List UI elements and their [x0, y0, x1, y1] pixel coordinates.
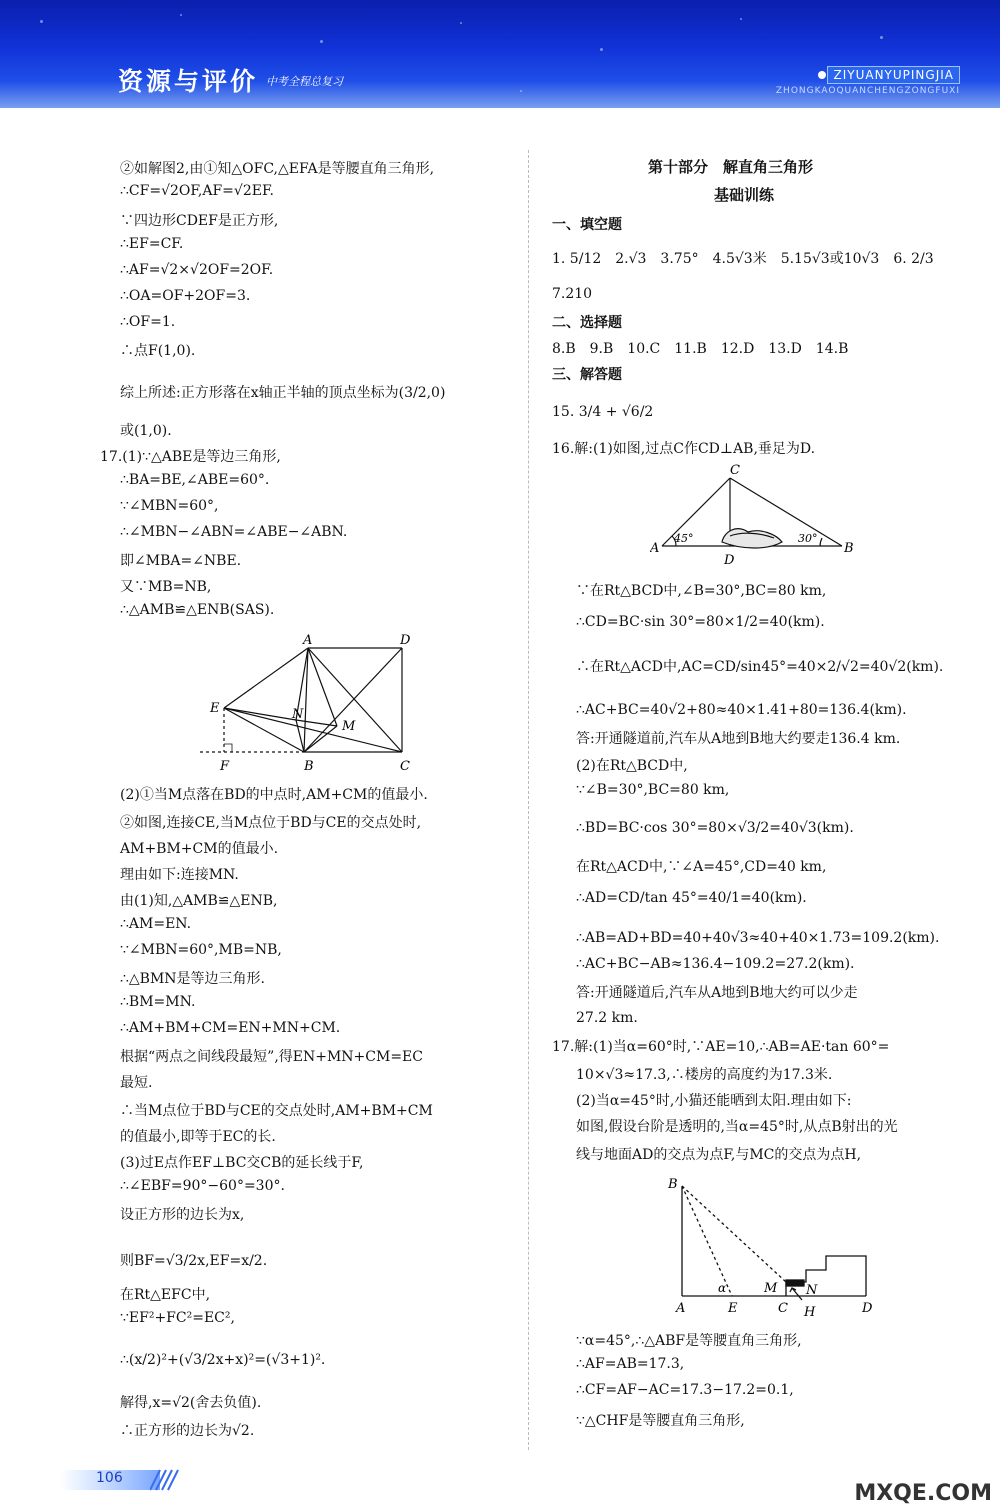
left-line: ∴点F(1,0).	[120, 343, 196, 359]
right-line: ∴AC+BC−AB≈136.4−109.2=27.2(km).	[576, 956, 855, 972]
right-line: ∵α=45°,∴△ABF是等腰直角三角形,	[576, 1333, 802, 1349]
left-line: 又∵MB=NB,	[120, 579, 212, 595]
right-line: (2)在Rt△BCD中,	[576, 758, 688, 774]
fig3-label-C: C	[778, 1301, 788, 1316]
footer-stripes	[150, 1468, 190, 1492]
right-line: 15. 3/4 + √6/2	[552, 404, 654, 420]
fig3-label-N: N	[806, 1283, 818, 1298]
left-line: 解得,x=√2(舍去负值).	[120, 1395, 262, 1411]
section-heading: 一、填空题	[552, 217, 622, 233]
left-line: ∵∠MBN=60°,MB=NB,	[120, 942, 282, 958]
fig1-label-N: N	[292, 707, 304, 722]
right-line: 在Rt△ACD中,∵∠A=45°,CD=40 km,	[576, 859, 827, 875]
fig3-label-H: H	[804, 1305, 816, 1320]
left-line: ∴CF=√2OF,AF=√2EF.	[120, 183, 274, 199]
left-line: ∴BM=MN.	[120, 994, 196, 1010]
right-line: ∴AF=AB=17.3,	[576, 1356, 685, 1372]
fig1-label-M: M	[342, 719, 356, 734]
bullet-icon	[818, 71, 826, 79]
left-line: ∴OF=1.	[120, 314, 176, 330]
left-line: ∵四边形CDEF是正方形,	[120, 213, 279, 229]
left-line: ∴OA=OF+2OF=3.	[120, 288, 251, 304]
right-line: ∴BD=BC·cos 30°=80×√3/2=40√3(km).	[576, 820, 854, 836]
fig1-label-A: A	[303, 633, 313, 648]
left-line: ∴AM+BM+CM=EN+MN+CM.	[120, 1020, 341, 1036]
right-line: ∵△CHF是等腰直角三角形,	[576, 1413, 745, 1429]
fig3-label-B: B	[668, 1177, 678, 1192]
right-line: ∵在Rt△BCD中,∠B=30°,BC=80 km,	[576, 583, 827, 599]
fig3-label-D: D	[862, 1301, 873, 1316]
left-line: ∴正方形的边长为√2.	[120, 1423, 255, 1439]
section-heading: 三、解答题	[552, 367, 622, 383]
watermark-logo	[830, 1422, 1000, 1512]
figure-tunnel-triangle	[650, 462, 860, 570]
left-line: ∴∠EBF=90°−60°=30°.	[120, 1178, 285, 1194]
right-line: ∴CF=AF−AC=17.3−17.2=0.1,	[576, 1382, 794, 1398]
right-line: 如图,假设台阶是透明的,当α=45°时,从点B射出的光	[576, 1119, 898, 1135]
right-line: ∴CD=BC·sin 30°=80×1/2=40(km).	[576, 614, 825, 630]
fig3-label-M: M	[764, 1281, 778, 1296]
right-line: ∴AD=CD/tan 45°=40/1=40(km).	[576, 890, 807, 906]
left-line: 理由如下:连接MN.	[120, 867, 239, 883]
left-line: 即∠MBA=∠NBE.	[120, 553, 242, 569]
left-line: ∴AF=√2×√2OF=2OF.	[120, 262, 274, 278]
column-divider	[528, 150, 529, 1450]
left-line: 由(1)知,△AMB≌△ENB,	[120, 893, 278, 909]
fig2-label-B: B	[844, 541, 854, 556]
left-line: 综上所述:正方形落在x轴正半轴的顶点坐标为(3/2,0)	[120, 385, 446, 401]
right-line: 8.B 9.B 10.C 11.B 12.D 13.D 14.B	[552, 341, 849, 357]
left-line: ∵EF²+FC²=EC²,	[120, 1310, 235, 1326]
brand-code: ZIYUANYUPINGJIA	[827, 66, 960, 84]
right-line: ∴AC+BC=40√2+80≈40×1.41+80=136.4(km).	[576, 702, 907, 718]
left-line: ∴△AMB≌△ENB(SAS).	[120, 602, 275, 618]
left-line: 根据“两点之间线段最短”,得EN+MN+CM=EC	[120, 1049, 423, 1065]
right-line: (2)当α=45°时,小猫还能晒到太阳.理由如下:	[576, 1093, 852, 1109]
left-line: ∵∠MBN=60°,	[120, 498, 219, 514]
fig1-label-D: D	[400, 633, 411, 648]
fig1-label-C: C	[400, 759, 410, 774]
left-line: 在Rt△EFC中,	[120, 1287, 211, 1303]
figure-building-stairs	[660, 1170, 890, 1320]
left-line: 则BF=√3/2x,EF=x/2.	[120, 1253, 268, 1269]
fig2-label-C: C	[730, 463, 740, 478]
fig3-label-E: E	[728, 1301, 738, 1316]
left-line: ∴EF=CF.	[120, 236, 184, 252]
right-line: 答:开通隧道后,汽车从A地到B地大约可以少走	[576, 985, 858, 1001]
left-line: 的值最小,即等于EC的长.	[120, 1129, 276, 1145]
fig2-angle-45: 45°	[674, 532, 694, 545]
figure-square-triangle	[200, 630, 430, 780]
fig2-label-D: D	[724, 553, 735, 568]
left-line: ∴(x/2)²+(√3/2x+x)²=(√3+1)².	[120, 1352, 326, 1368]
brand-title: 资源与评价	[118, 67, 259, 96]
left-line: 最短.	[120, 1075, 153, 1091]
left-line: (3)过E点作EF⊥BC交CB的延长线于F,	[120, 1155, 364, 1171]
right-line: 答:开通隧道前,汽车从A地到B地大约要走136.4 km.	[576, 731, 901, 747]
left-line: 设正方形的边长为x,	[120, 1207, 245, 1223]
left-line: 17.(1)∵△ABE是等边三角形,	[100, 449, 281, 465]
left-line: ∴BA=BE,∠ABE=60°.	[120, 472, 270, 488]
left-line: ②如图,连接CE,当M点位于BD与CE的交点处时,	[120, 815, 422, 831]
brand-subtitle: 中考全程总复习	[266, 75, 343, 88]
right-line: 线与地面AD的交点为点F,与MC的交点为点H,	[576, 1147, 862, 1163]
right-line: 1. 5/12 2.√3 3.75° 4.5√3米 5.15√3或10√3 6. 2/3	[552, 251, 934, 267]
right-line: 7.210	[552, 286, 593, 302]
left-line: ∴∠MBN−∠ABN=∠ABE−∠ABN.	[120, 524, 348, 540]
left-line: (2)①当M点落在BD的中点时,AM+CM的值最小.	[120, 787, 428, 803]
fig3-label-A: A	[676, 1301, 686, 1316]
fig1-label-F: F	[220, 759, 230, 774]
right-line: ∵∠B=30°,BC=80 km,	[576, 782, 730, 798]
brand-code-sub: ZHONGKAOQUANCHENGZONGFUXI	[775, 86, 960, 96]
fig1-label-B: B	[304, 759, 314, 774]
fig3-label-alpha: α	[718, 1281, 727, 1295]
left-line: ②如解图2,由①知△OFC,△EFA是等腰直角三角形,	[120, 161, 435, 177]
right-line: ∴AB=AD+BD=40+40√3≈40+40×1.73=109.2(km).	[576, 930, 940, 946]
right-line: 16.解:(1)如图,过点C作CD⊥AB,垂足为D.	[552, 441, 816, 457]
page-number: 106	[96, 1470, 123, 1486]
section-title: 第十部分 解直角三角形	[648, 158, 814, 176]
header-banner	[0, 0, 1000, 108]
fig2-label-A: A	[650, 541, 660, 556]
left-line: ∴△BMN是等边三角形.	[120, 971, 265, 987]
left-line: ∴当M点位于BD与CE的交点处时,AM+BM+CM	[120, 1103, 433, 1119]
left-line: ∴AM=EN.	[120, 916, 192, 932]
section-subtitle: 基础训练	[714, 186, 775, 204]
left-line: 或(1,0).	[120, 423, 172, 439]
left-line: AM+BM+CM的值最小.	[120, 841, 279, 857]
watermark-text: MXQE.COM	[854, 1481, 992, 1506]
right-line: 17.解:(1)当α=60°时,∵AE=10,∴AB=AE·tan 60°=	[552, 1039, 890, 1055]
right-line: ∴在Rt△ACD中,AC=CD/sin45°=40×2/√2=40√2(km).	[576, 659, 944, 675]
right-line: 27.2 km.	[576, 1010, 638, 1026]
fig2-angle-30: 30°	[798, 532, 818, 545]
fig1-label-E: E	[210, 701, 220, 716]
right-line: 10×√3≈17.3,∴楼房的高度约为17.3米.	[576, 1067, 833, 1083]
section-heading: 二、选择题	[552, 315, 622, 331]
